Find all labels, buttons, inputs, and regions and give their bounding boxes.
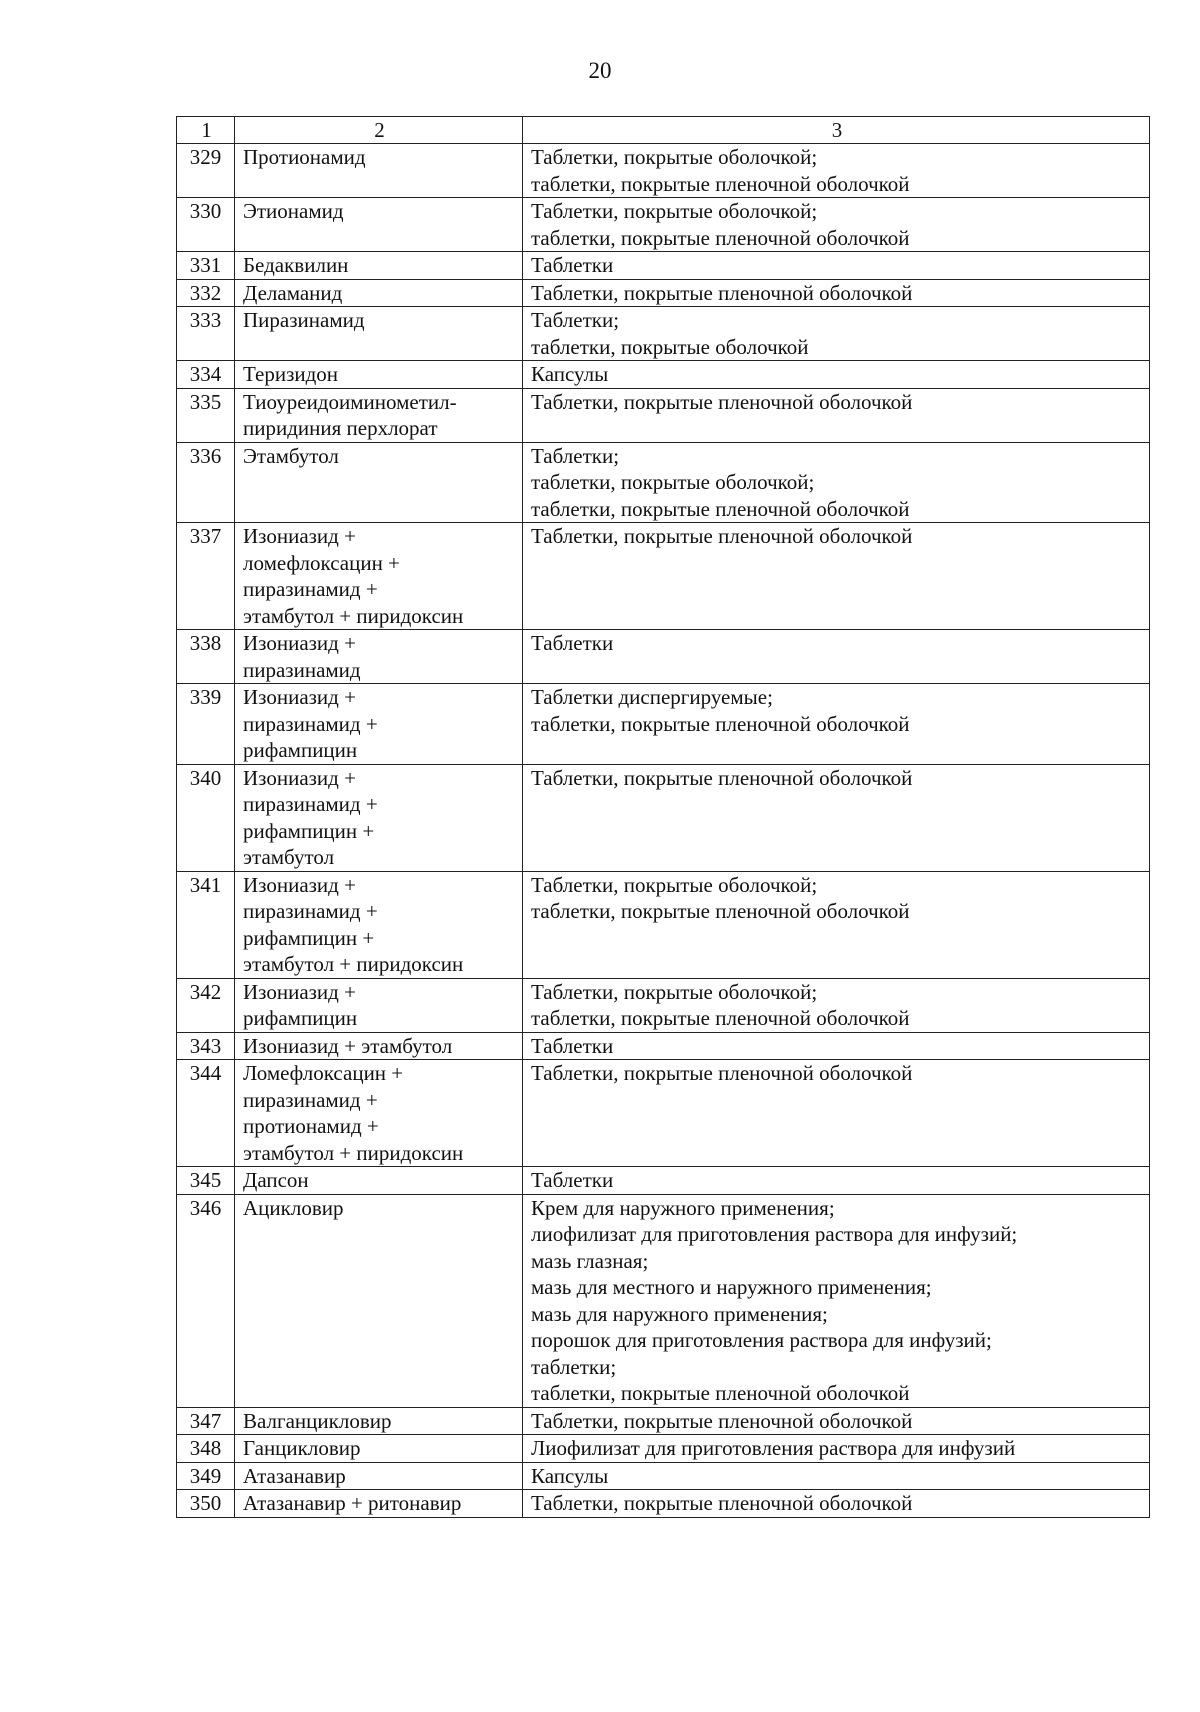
dosage-form-line: Таблетки — [531, 1168, 614, 1192]
row-number: 347 — [177, 1407, 235, 1435]
table-row — [177, 1194, 1150, 1407]
dosage-form-line: Таблетки, покрытые пленочной оболочкой — [531, 765, 913, 790]
drug-name-line: этамбутол — [243, 845, 335, 869]
drug-name-line: Ацикловир — [243, 1195, 344, 1220]
dosage-form-line: Таблетки, покрытые оболочкой; — [531, 145, 818, 169]
drug-name-line: Тиоуреидоиминометил- — [243, 389, 457, 414]
drug-name-line: Изониазид + — [243, 979, 356, 1004]
table-row — [177, 442, 1150, 523]
drug-name-cell — [235, 1032, 523, 1060]
table-row — [177, 252, 1150, 280]
drug-name-line: рифампицин — [243, 738, 358, 762]
dosage-form-line: таблетки, покрытые пленочной оболочкой — [531, 899, 910, 923]
table-row — [177, 1407, 1150, 1435]
table-row — [177, 388, 1150, 442]
row-number: 344 — [177, 1060, 235, 1167]
dosage-form-line: мазь глазная; — [531, 1248, 649, 1273]
drug-name-cell — [235, 388, 523, 442]
drug-name-cell — [235, 279, 523, 307]
drug-name-cell — [235, 144, 523, 198]
row-number: 341 — [177, 871, 235, 978]
table-row — [177, 871, 1150, 978]
dosage-forms-cell — [523, 198, 1150, 252]
drug-name-line: Атазанавир + ритонавир — [243, 1491, 462, 1515]
dosage-form-line: таблетки, покрытые пленочной оболочкой — [531, 1006, 910, 1030]
table-row — [177, 630, 1150, 684]
dosage-forms-cell — [523, 1407, 1150, 1435]
drug-name-line: Бедаквилин — [243, 253, 349, 277]
header-col-forms: 3 — [523, 117, 1150, 144]
dosage-form-line: Таблетки, покрытые оболочкой; — [531, 872, 818, 897]
drug-name-line: Изониазид + — [243, 765, 356, 790]
drug-name-line: Этамбутол — [243, 443, 339, 468]
drug-name-line: пиразинамид — [243, 657, 361, 682]
dosage-form-line: Таблетки, покрытые пленочной оболочкой — [531, 524, 913, 548]
drug-name-line: Изониазид + — [243, 631, 356, 655]
dosage-forms-cell — [523, 279, 1150, 307]
dosage-forms-cell — [523, 1462, 1150, 1490]
dosage-form-line: Таблетки — [531, 253, 614, 277]
table-row — [177, 1490, 1150, 1518]
dosage-form-line: Таблетки, покрытые пленочной оболочкой — [531, 389, 913, 414]
drug-name-cell — [235, 1194, 523, 1407]
table-row — [177, 684, 1150, 765]
dosage-form-line: Таблетки, покрытые оболочкой; — [531, 199, 818, 223]
drug-name-cell — [235, 871, 523, 978]
drug-name-line: Деламанид — [243, 280, 343, 305]
row-number: 332 — [177, 279, 235, 307]
dosage-forms-cell — [523, 1490, 1150, 1518]
drug-name-cell — [235, 1490, 523, 1518]
row-number: 346 — [177, 1194, 235, 1407]
drug-name-line: пиразинамид + — [243, 899, 378, 923]
drug-name-line: Протионамид — [243, 145, 366, 169]
table-row — [177, 144, 1150, 198]
table-row — [177, 1060, 1150, 1167]
dosage-forms-cell — [523, 1194, 1150, 1407]
dosage-forms-cell — [523, 361, 1150, 389]
drug-name-cell — [235, 978, 523, 1032]
dosage-form-line: Таблетки, покрытые пленочной оболочкой — [531, 280, 913, 305]
drug-name-line: Ломефлоксацин + — [243, 1061, 404, 1085]
table-row — [177, 279, 1150, 307]
dosage-forms-cell — [523, 978, 1150, 1032]
dosage-forms-cell — [523, 684, 1150, 765]
table-row — [177, 1167, 1150, 1195]
dosage-forms-cell — [523, 144, 1150, 198]
dosage-forms-cell — [523, 1167, 1150, 1195]
dosage-form-line: таблетки, покрытые пленочной оболочкой — [531, 225, 910, 250]
dosage-form-line: таблетки, покрытые оболочкой; — [531, 470, 815, 494]
drug-name-line: Изониазид + — [243, 524, 356, 548]
dosage-form-line: Таблетки, покрытые пленочной оболочкой — [531, 1061, 913, 1085]
row-number: 338 — [177, 630, 235, 684]
dosage-form-line: таблетки, покрытые оболочкой — [531, 334, 809, 359]
table-row — [177, 1435, 1150, 1463]
table-row — [177, 1032, 1150, 1060]
drug-name-line: Атазанавир — [243, 1463, 346, 1488]
table-row — [177, 978, 1150, 1032]
drug-name-cell — [235, 307, 523, 361]
drug-name-line: Изониазид + — [243, 685, 356, 709]
row-number: 340 — [177, 764, 235, 871]
drug-name-line: Ганцикловир — [243, 1436, 361, 1460]
drug-name-line: Дапсон — [243, 1168, 309, 1192]
dosage-form-line: таблетки, покрытые пленочной оболочкой — [531, 171, 910, 196]
row-number: 345 — [177, 1167, 235, 1195]
row-number: 331 — [177, 252, 235, 280]
dosage-form-line: Крем для наружного применения; — [531, 1195, 835, 1220]
dosage-form-line: порошок для приготовления раствора для инфузий; — [531, 1328, 992, 1352]
drug-name-line: рифампицин + — [243, 925, 375, 950]
dosage-forms-cell — [523, 523, 1150, 630]
dosage-form-line: Капсулы — [531, 1463, 609, 1488]
drug-name-cell — [235, 764, 523, 871]
drug-name-line: Теризидон — [243, 362, 339, 386]
table-row — [177, 307, 1150, 361]
drug-name-line: пиразинамид + — [243, 577, 378, 601]
drug-name-line: этамбутол + пиридоксин — [243, 952, 464, 976]
drug-name-cell — [235, 523, 523, 630]
dosage-form-line: мазь для местного и наружного применения; — [531, 1275, 932, 1299]
drug-name-line: этамбутол + пиридоксин — [243, 603, 464, 628]
row-number: 335 — [177, 388, 235, 442]
drug-name-cell — [235, 684, 523, 765]
drug-name-line: Пиразинамид — [243, 308, 365, 332]
table-body — [177, 144, 1150, 1518]
drug-name-cell — [235, 361, 523, 389]
dosage-form-line: таблетки, покрытые пленочной оболочкой — [531, 496, 910, 521]
row-number: 339 — [177, 684, 235, 765]
dosage-forms-cell — [523, 307, 1150, 361]
page-number: 20 — [588, 58, 612, 83]
row-number: 350 — [177, 1490, 235, 1518]
dosage-forms-cell — [523, 1032, 1150, 1060]
drug-name-line: ломефлоксацин + — [243, 550, 400, 575]
drug-name-line: пиразинамид + — [243, 792, 378, 816]
drug-name-line: пиридиния перхлорат — [243, 416, 438, 440]
drug-name-cell — [235, 198, 523, 252]
row-number: 333 — [177, 307, 235, 361]
row-number: 334 — [177, 361, 235, 389]
drug-name-cell — [235, 1167, 523, 1195]
dosage-forms-cell — [523, 1060, 1150, 1167]
drug-name-line: Изониазид + этамбутол — [243, 1033, 453, 1058]
dosage-form-line: Таблетки, покрытые оболочкой; — [531, 979, 818, 1004]
row-number: 342 — [177, 978, 235, 1032]
drug-name-cell — [235, 1435, 523, 1463]
header-col-number: 1 — [177, 117, 235, 144]
header-row — [177, 117, 1150, 144]
row-number: 329 — [177, 144, 235, 198]
dosage-forms-cell — [523, 252, 1150, 280]
dosage-form-line: Таблетки — [531, 1033, 614, 1058]
dosage-form-line: мазь для наружного применения; — [531, 1301, 828, 1326]
header-col-name: 2 — [235, 117, 523, 144]
table-row — [177, 764, 1150, 871]
dosage-forms-cell — [523, 871, 1150, 978]
dosage-form-line: Таблетки; — [531, 443, 620, 468]
drug-name-line: Изониазид + — [243, 872, 356, 897]
dosage-forms-cell — [523, 442, 1150, 523]
drug-name-line: Этионамид — [243, 199, 344, 223]
row-number: 349 — [177, 1462, 235, 1490]
row-number: 336 — [177, 442, 235, 523]
row-number: 337 — [177, 523, 235, 630]
drug-name-line: пиразинамид + — [243, 1087, 378, 1112]
drug-name-cell — [235, 630, 523, 684]
dosage-form-line: Таблетки диспергируемые; — [531, 685, 773, 709]
drug-name-line: Валганцикловир — [243, 1408, 392, 1433]
dosage-form-line: таблетки, покрытые пленочной оболочкой — [531, 711, 910, 736]
dosage-form-line: Таблетки, покрытые пленочной оболочкой — [531, 1408, 913, 1433]
table-row — [177, 198, 1150, 252]
drug-name-cell — [235, 1407, 523, 1435]
row-number: 330 — [177, 198, 235, 252]
row-number: 343 — [177, 1032, 235, 1060]
table-row — [177, 1462, 1150, 1490]
row-number: 348 — [177, 1435, 235, 1463]
drug-name-cell — [235, 1462, 523, 1490]
dosage-form-line: лиофилизат для приготовления раствора для инфузий; — [531, 1222, 1018, 1246]
dosage-forms-cell — [523, 388, 1150, 442]
dosage-form-line: таблетки, покрытые пленочной оболочкой — [531, 1381, 910, 1405]
dosage-form-line: таблетки; — [531, 1354, 617, 1379]
drug-name-cell — [235, 442, 523, 523]
drug-name-line: протионамид + — [243, 1114, 379, 1138]
dosage-forms-cell — [523, 630, 1150, 684]
dosage-forms-cell — [523, 1435, 1150, 1463]
drug-name-line: рифампицин — [243, 1006, 358, 1030]
table-row — [177, 523, 1150, 630]
drug-name-line: пиразинамид + — [243, 711, 378, 736]
drug-name-line: рифампицин + — [243, 818, 375, 843]
dosage-form-line: Таблетки, покрытые пленочной оболочкой — [531, 1491, 913, 1515]
dosage-form-line: Таблетки — [531, 631, 614, 655]
table-row — [177, 361, 1150, 389]
drug-name-line: этамбутол + пиридоксин — [243, 1140, 464, 1165]
dosage-form-line: Капсулы — [531, 362, 609, 386]
dosage-form-line: Лиофилизат для приготовления раствора для инфузий — [531, 1436, 1016, 1460]
dosage-forms-cell — [523, 764, 1150, 871]
dosage-form-line: Таблетки; — [531, 308, 620, 332]
drug-table — [176, 116, 1150, 1518]
drug-name-cell — [235, 1060, 523, 1167]
drug-name-cell — [235, 252, 523, 280]
